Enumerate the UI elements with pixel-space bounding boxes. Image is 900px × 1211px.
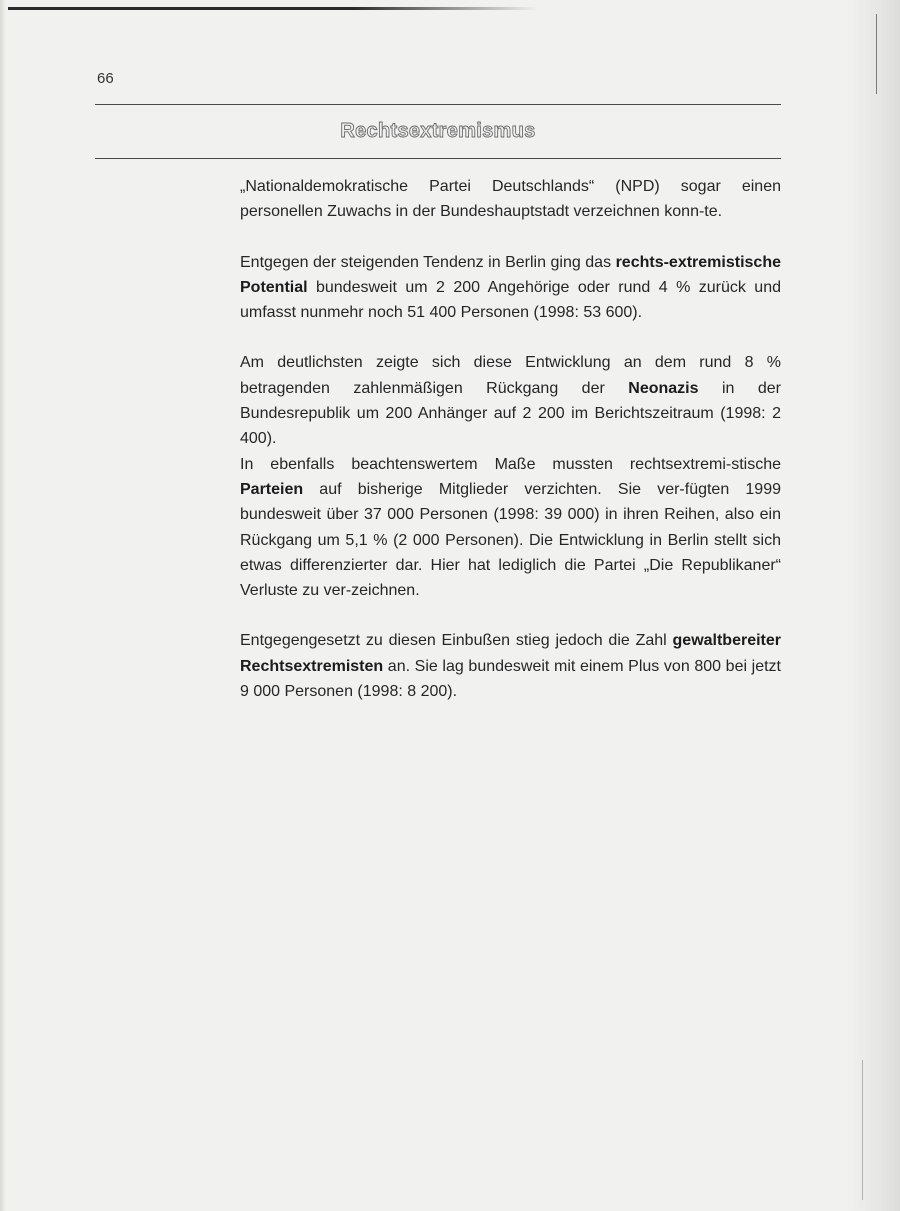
paragraph-5-text-after: an. Sie lag bundesweit mit einem Plus von 800 bei jetzt 9 000 Personen (1998: 8 200). <box>240 657 781 701</box>
paragraph-3 <box>240 350 781 451</box>
scan-shadow-left <box>0 0 6 1211</box>
body-text <box>240 174 781 704</box>
paragraph-2-bold-term: rechts-extremistische Potential <box>240 253 781 296</box>
scan-mark-right <box>876 14 877 94</box>
paragraph-4 <box>240 452 781 604</box>
paragraph-5 <box>240 628 781 704</box>
paragraph-5-bold-term: gewaltbereiter Rechtsextremisten <box>240 632 781 675</box>
header-rule-top <box>95 104 781 105</box>
paragraph-4-bold-term: Parteien <box>240 480 304 498</box>
section-header: Rechtsextremismus <box>340 120 536 142</box>
header-rule-bottom <box>95 158 781 159</box>
paragraph-5-text-before: Entgegengesetzt zu diesen Einbußen stieg jedoch die Zahl <box>240 632 673 650</box>
scan-mark-right-lower <box>862 1060 863 1200</box>
paragraph-3-bold-term: Neonazis <box>628 379 699 397</box>
paragraph-4-text-before: In ebenfalls beachtenswertem Maße mussten rechtsextremi-stische <box>240 455 781 473</box>
paragraph-3-text-after: in der Bundesrepublik um 200 Anhänger auf 2 200 im Berichtszeitraum (1998: 2 400). <box>240 379 782 448</box>
scan-shadow-right <box>848 0 900 1211</box>
paragraph-4-text-after: auf bisherige Mitglieder verzichten. Sie ver-fügten 1999 bundesweit über 37 000 Personen (1998: 39 000) in ihren Reihen, also ein Rückgang um 5,1 % (2 000 Personen). Die Entwicklung in Berlin stellt sich etwas differenzierter dar. Hier hat lediglich die Partei „Die Republikaner“ Verluste zu ver-zeichnen. <box>240 480 781 600</box>
paragraph-3-text-before: Am deutlichsten zeigte sich diese Entwicklung an dem rund 8 % betragenden zahlenmäßigen Rückgang der <box>240 354 781 397</box>
paragraph-2-text-before: Entgegen der steigenden Tendenz in Berlin ging das <box>240 253 616 271</box>
paragraph-2-text-after: bundesweit um 2 200 Angehörige oder rund 4 % zurück und umfasst nunmehr noch 51 400 Personen (1998: 53 600). <box>240 278 781 322</box>
page-number: 66 <box>97 70 114 87</box>
paragraph-2 <box>240 250 781 326</box>
paragraph-1: „Nationaldemokratische Partei Deutschlands“ (NPD) sogar einen personellen Zuwachs in der Bundeshauptstadt verzeichnen konn-te. <box>240 178 781 221</box>
scan-edge-top <box>8 7 538 10</box>
